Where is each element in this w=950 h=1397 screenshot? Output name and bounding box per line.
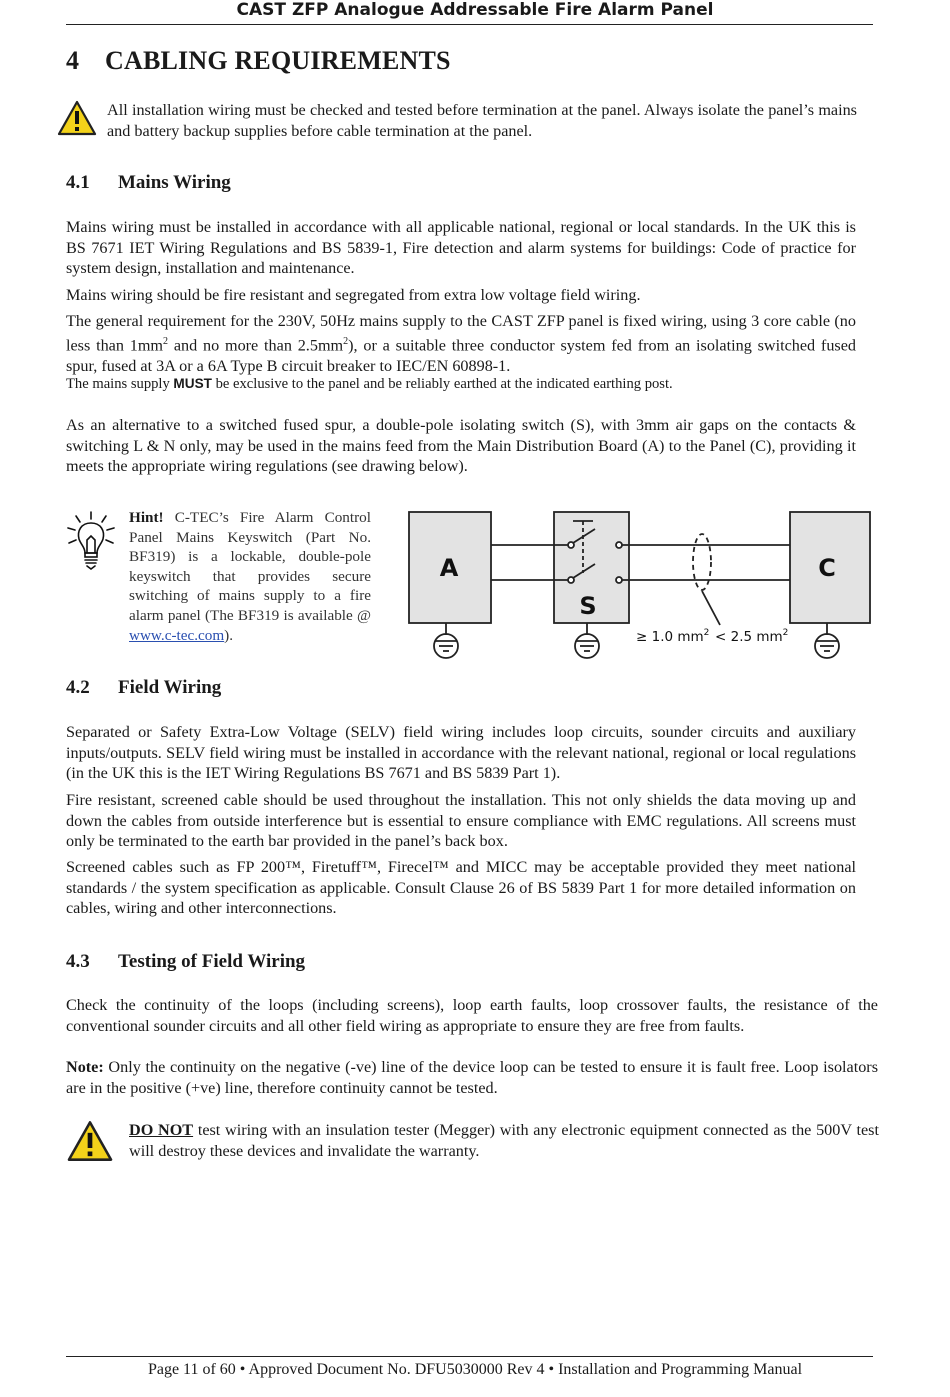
box-s-label: S — [579, 592, 597, 620]
subsection-number: 4.2 — [66, 677, 90, 698]
paragraph: The mains supply MUST be exclusive to the panel and be reliably earthed at the indicated earthing post. — [66, 376, 673, 392]
mains-wiring-diagram — [405, 507, 875, 665]
paragraph: Separated or Safety Extra-Low Voltage (SELV) field wiring includes loop circuits, sounder circuits and auxiliary inputs/outputs. SELV field wiring must be installed in accordance with the relevant national, regional or local regulations (in the UK this is the IET Wiring Regulations BS 7671 and BS 5839 Part 1). — [66, 723, 856, 783]
note-paragraph: Note: Only the continuity on the negative (-ve) line of the device loop can be tested to ensure it is fault free. Loop isolators are in the positive (+ve) line, therefore continuity cannot be tested. — [66, 1058, 878, 1097]
paragraph: Screened cables such as FP 200™, Firetuff™, Firecel™ and MICC may be acceptable provided they meet national standards / the system specification as applicable. Consult Clause 26 of BS 5839 Part 1 for more detailed information on cables, wiring and other interconnections. — [66, 858, 856, 918]
subsection-heading-4-3 — [66, 951, 305, 973]
hint-label: Hint! — [129, 509, 164, 526]
paragraph: Mains wiring must be installed in accordance with all applicable national, regional or local standards. In the UK this is BS 7671 IET Wiring Regulations and BS 5839-1, Fire detection and alarm systems for buildings: Code of practice for system design, installation and maintenance. — [66, 218, 856, 278]
box-a-label: A — [439, 554, 459, 582]
warning-icon — [57, 100, 97, 136]
section-title: CABLING REQUIREMENTS — [105, 46, 451, 75]
do-not-warning: DO NOT test wiring with an insulation tester (Megger) with any electronic equipment connected as the 500V test will destroy these devices and invalidate the warranty. — [129, 1121, 879, 1160]
max-cable-size-label: < 2.5 $mm^2$ — [715, 628, 789, 645]
page-footer: Page 11 of 60 • Approved Document No. DFU5030000 Rev 4 • Installation and Programming Manual — [147, 1361, 803, 1378]
box-c-label: C — [818, 554, 836, 582]
subsection-title: Field Wiring — [118, 677, 222, 698]
c-tec-link[interactable]: www.c-tec.com — [129, 626, 225, 644]
section-number: 4 — [66, 46, 80, 75]
subsection-title: Mains Wiring — [118, 172, 231, 193]
subsection-number: 4.3 — [66, 951, 90, 972]
subsection-heading-4-2 — [66, 677, 221, 699]
section-heading — [66, 46, 451, 76]
warning-icon — [66, 1120, 114, 1162]
paragraph: Fire resistant, screened cable should be used throughout the installation. This not only shields the data moving up and down the cables from outside interference but is essential to ensure compliance with EMC regulations. All screens must only be terminated to the earth bar provided in the panel’s back box. — [66, 791, 856, 851]
min-cable-size-label: ≥ 1.0 $mm^2$ — [636, 628, 710, 645]
subsection-heading-4-1 — [66, 172, 231, 194]
paragraph: Mains wiring should be fire resistant and segregated from extra low voltage field wiring. — [66, 286, 641, 304]
footer-rule — [66, 1356, 873, 1357]
hint-text: Hint! C-TEC’s Fire Alarm Control Panel Mains Keyswitch (Part No. BF319) is a lockable, double-pole keyswitch that provides secure switching of mains supply to a fire alarm panel (The BF319 is available @ www.c-tec.com). — [129, 509, 371, 644]
must-emphasis: MUST — [173, 376, 212, 391]
do-not-label: DO NOT — [129, 1121, 194, 1139]
paragraph: The general requirement for the 230V, 50Hz mains supply to the CAST ZFP panel is fixed wiring, using 3 core cable (no less than $1mm^2$ and no more than $2.5mm^2$), or a suitable three conductor system fed from an isolating switched fused spur, fused at 3A or a 6A Type B circuit breaker to IEC/EN 60898-1. — [66, 312, 856, 375]
subsection-number: 4.1 — [66, 172, 90, 193]
lightbulb-icon — [66, 510, 116, 574]
warning-text: All installation wiring must be checked and tested before termination at the panel. Always isolate the panel’s mains and battery backup supplies before cable termination at the panel. — [107, 101, 857, 140]
subsection-title: Testing of Field Wiring — [118, 951, 306, 972]
paragraph: As an alternative to a switched fused spur, a double-pole isolating switch (S), with 3mm air gaps on the contacts & switching L & N only, may be used in the mains feed from the Main Distribution Board (A) to the Panel (C), providing it meets the appropriate wiring regulations (see drawing below). — [66, 416, 856, 476]
paragraph: Check the continuity of the loops (including screens), loop earth faults, loop crossover faults, the resistance of the conventional sounder circuits and all other field wiring as appropriate to ensure they are free from faults. — [66, 996, 878, 1035]
running-header: CAST ZFP Analogue Addressable Fire Alarm Panel — [236, 0, 714, 20]
note-label: Note: — [66, 1058, 104, 1076]
header-rule — [66, 24, 873, 25]
